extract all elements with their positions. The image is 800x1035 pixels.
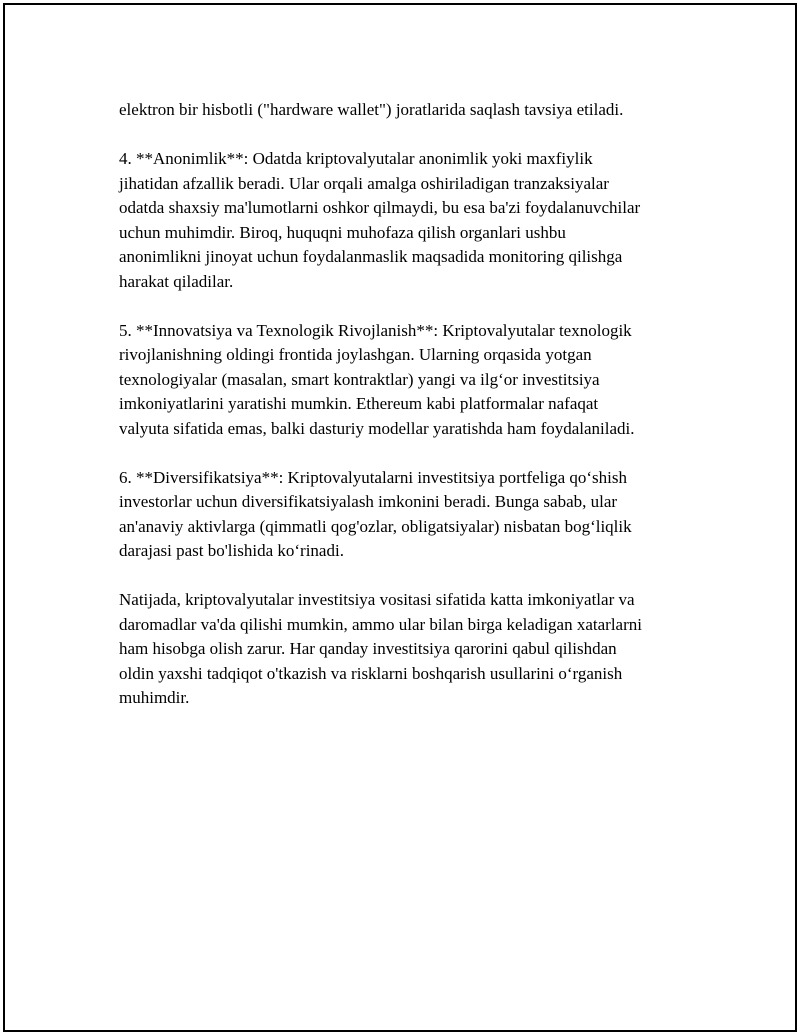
text-line: darajasi past bo'lishida ko‘rinadi. bbox=[119, 541, 344, 560]
text-line: elektron bir hisbotli ("hardware wallet") joratlarida saqlash tavsiya etiladi. bbox=[119, 100, 624, 119]
text-line: texnologiyalar (masalan, smart kontraktlar) yangi va ilg‘or investitsiya bbox=[119, 369, 600, 389]
text-line: ham hisobga olish zarur. Har qanday investitsiya qarorini qabul qilishdan bbox=[119, 639, 617, 658]
text-line: oldin yaxshi tadqiqot o'tkazish va risklarni boshqarish usullarini o‘rganish bbox=[119, 663, 623, 683]
text-line: anonimlikni jinoyat uchun foydalanmaslik maqsadida monitoring qilishga bbox=[119, 247, 623, 266]
paragraph-hardware-wallet bbox=[119, 98, 699, 123]
text-line: 4. **Anonimlik**: Odatda kriptovalyutalar anonimlik yoki maxfiylik bbox=[119, 149, 593, 168]
text-line: odatda shaxsiy ma'lumotlarni oshkor qilmaydi, bu esa ba'zi foydalanuvchilar bbox=[119, 198, 641, 217]
paragraph-anonimlik bbox=[119, 147, 699, 294]
page-frame bbox=[3, 3, 797, 1032]
text-line: harakat qiladilar. bbox=[119, 271, 234, 291]
document-body bbox=[119, 98, 699, 735]
text-line: 5. **Innovatsiya va Texnologik Rivojlanish**: Kriptovalyutalar texnologik bbox=[119, 320, 632, 340]
text-line: imkoniyatlarini yaratishi mumkin. Ethereum kabi platformalar nafaqat bbox=[119, 394, 599, 413]
text-line: muhimdir. bbox=[119, 688, 190, 707]
text-line: 6. **Diversifikatsiya**: Kriptovalyutalarni investitsiya portfeliga qo‘shish bbox=[119, 467, 628, 487]
paragraph-natijada bbox=[119, 588, 699, 711]
text-line: daromadlar va'da qilishi mumkin, ammo ular bilan birga keladigan xatarlarni bbox=[119, 614, 642, 634]
text-line: rivojlanishning oldingi frontida joylashgan. Ularning orqasida yotgan bbox=[119, 345, 592, 364]
text-line: jihatidan afzallik beradi. Ular orqali amalga oshiriladigan tranzaksiyalar bbox=[119, 173, 609, 193]
text-line: an'anaviy aktivlarga (qimmatli qog'ozlar, obligatsiyalar) nisbatan bog‘liqlik bbox=[119, 516, 632, 536]
text-line: Natijada, kriptovalyutalar investitsiya vositasi sifatida katta imkoniyatlar va bbox=[119, 590, 635, 609]
text-line: uchun muhimdir. Biroq, huquqni muhofaza qilish organlari ushbu bbox=[119, 222, 566, 242]
paragraph-innovatsiya bbox=[119, 319, 699, 442]
text-line: valyuta sifatida emas, balki dasturiy modellar yaratishda ham foydalaniladi. bbox=[119, 418, 635, 438]
paragraph-diversifikatsiya bbox=[119, 466, 699, 564]
text-line: investorlar uchun diversifikatsiyalash imkonini beradi. Bunga sabab, ular bbox=[119, 492, 618, 511]
